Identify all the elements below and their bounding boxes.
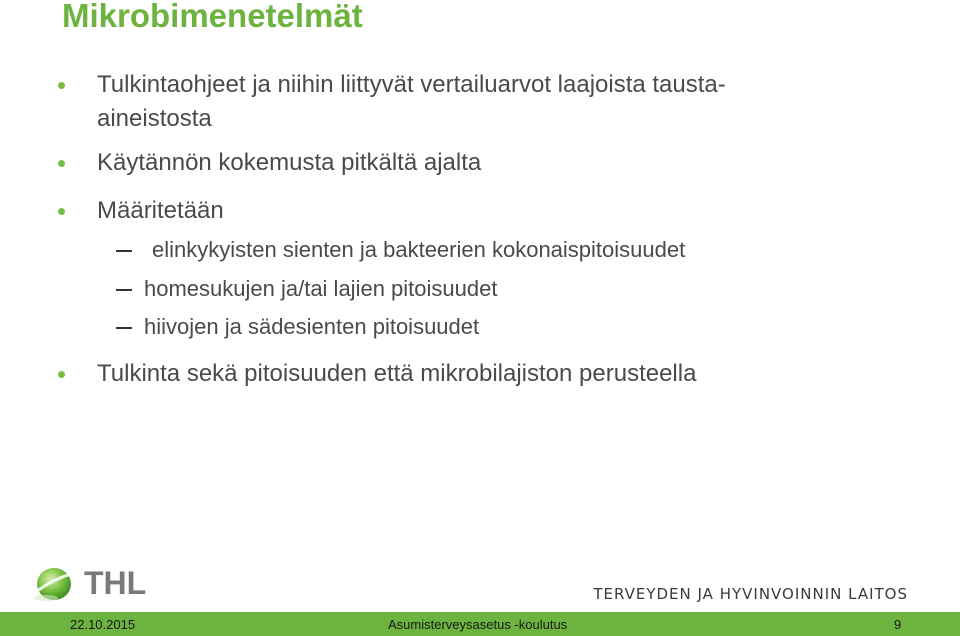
bullet-dot-icon (58, 371, 65, 378)
sub-bullet-dash-icon (116, 289, 132, 291)
bullet-dot-icon (58, 160, 65, 167)
footer-event: Asumisterveysasetus -koulutus (388, 617, 568, 632)
sub-bullet-item: homesukujen ja/tai lajien pitoisuudet (144, 276, 498, 301)
bullet-dot-icon (58, 82, 65, 89)
thl-logo (32, 558, 167, 604)
bullet-item: Tulkintaohjeet ja niihin liittyvät vertailuarvot laajoista tausta- (97, 71, 726, 98)
sub-bullet-item: hiivojen ja sädesienten pitoisuudet (144, 314, 480, 339)
sub-bullet-item: elinkykyisten sienten ja bakteerien kokonaispitoisuudet (152, 237, 686, 262)
bullet-item: Käytännön kokemusta pitkältä ajalta (97, 149, 482, 176)
slide-title: Mikrobimenetelmät (62, 0, 363, 34)
organization-name: TERVEYDEN JA HYVINVOINNIN LAITOS (593, 585, 908, 603)
page-number: 9 (894, 617, 902, 632)
footer-date: 22.10.2015 (70, 617, 136, 632)
bullet-item: Määritetään (97, 197, 224, 224)
logo-text: THL (84, 565, 147, 601)
thl-logo-icon (32, 558, 167, 604)
sub-bullet-dash-icon (116, 327, 132, 329)
sub-bullet-dash-icon (116, 250, 132, 252)
bullet-dot-icon (58, 208, 65, 215)
bullet-item-continuation: aineistosta (97, 105, 212, 132)
bullet-item: Tulkinta sekä pitoisuuden että mikrobilajiston perusteella (97, 360, 697, 387)
